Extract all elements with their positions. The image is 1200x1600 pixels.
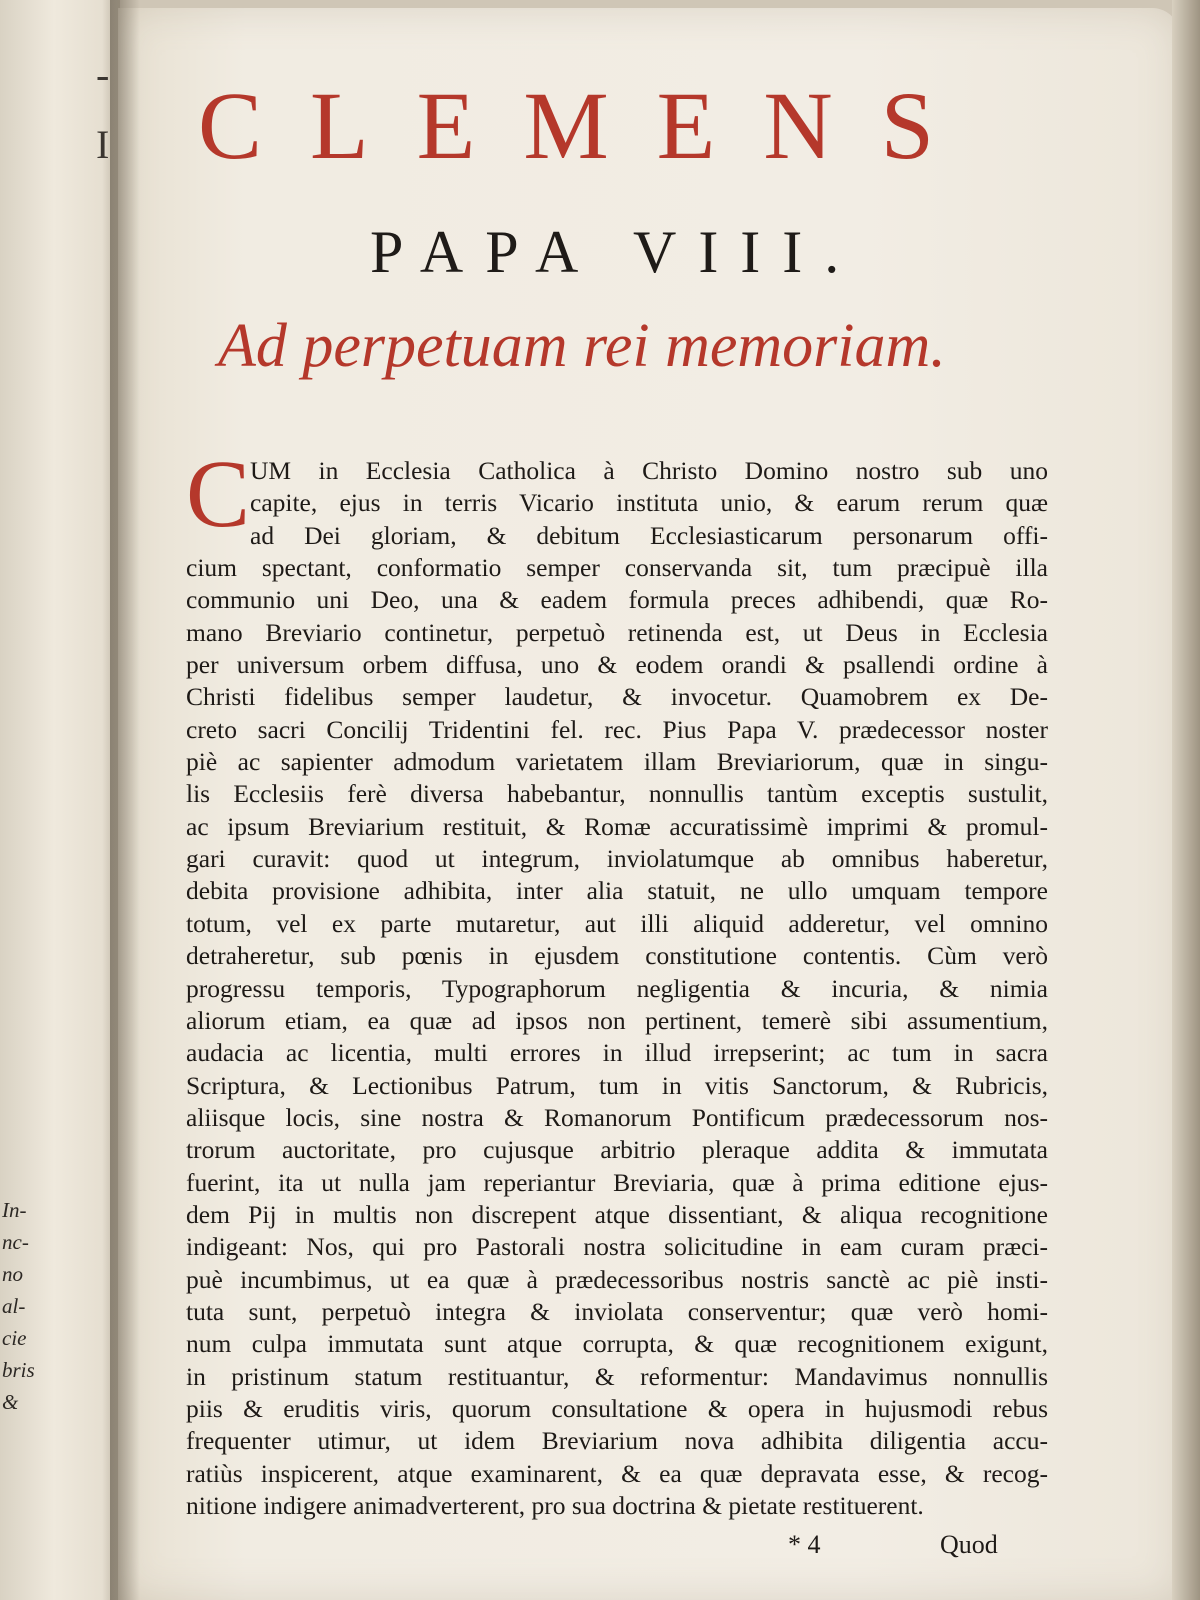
signature-mark: * 4 (788, 1530, 821, 1559)
body-line: cium spectant, conformatio semper conservanda sit, tum præcipuè illa (186, 553, 1048, 583)
left-page-fragment: & (2, 1390, 19, 1414)
page-subtitle: PAPA VIII. (370, 219, 862, 285)
body-line: ratiùs inspicerent, atque examinarent, & ea quæ depravata esse, & recog- (186, 1458, 1048, 1488)
drop-initial: C (186, 440, 251, 547)
body-line: piè ac sapienter admodum varietatem illam Breviariorum, quæ in singu- (186, 747, 1048, 777)
body-text (186, 455, 1048, 1522)
left-page-fragment: bris (2, 1358, 35, 1382)
page-gutter-shadow (110, 0, 140, 1600)
body-line: aliorum etiam, ea quæ ad ipsos non pertinent, temerè sibi assumentium, (186, 1005, 1048, 1035)
body-line: Scriptura, & Lectionibus Patrum, tum in vitis Sanctorum, & Rubricis, (186, 1070, 1048, 1100)
body-line: capite, ejus in terris Vicario instituta unio, & earum rerum quæ (250, 488, 1048, 518)
page-edge (1172, 0, 1200, 1600)
left-page-fragment: In- (2, 1198, 27, 1222)
body-line: piis & eruditis viris, quorum consultatione & opera in hujusmodi rebus (186, 1393, 1048, 1423)
body-line: num culpa immutata sunt atque corrupta, & quæ recognitionem exigunt, (186, 1329, 1048, 1359)
left-page-mark: I (96, 122, 110, 167)
left-page-fragment: cie (2, 1326, 27, 1350)
left-page-fragment: nc- (2, 1230, 29, 1254)
body-line: creto sacri Concilij Tridentini fel. rec. Pius Papa V. prædecessor noster (186, 714, 1048, 744)
body-line: frequenter utimur, ut idem Breviarium nova adhibita diligentia accu- (186, 1426, 1048, 1456)
body-line: gari curavit: quod ut integrum, inviolatumque ab omnibus haberetur, (186, 844, 1048, 874)
body-line: per universum orbem diffusa, uno & eodem orandi & psallendi ordine à (186, 650, 1048, 680)
body-line: in pristinum statum restituantur, & reformentur: Mandavimus nonnullis (186, 1361, 1048, 1391)
body-line: aliisque locis, sine nostra & Romanorum Pontificum prædecessorum nos- (186, 1102, 1048, 1132)
body-line: debita provisione adhibita, inter alia statuit, ne ullo umquam tempore (186, 876, 1048, 906)
left-page-mark: - (96, 52, 110, 97)
left-page-marks (96, 40, 109, 180)
left-page-fragment: al- (2, 1294, 26, 1318)
body-line: Christi fidelibus semper laudetur, & invocetur. Quamobrem ex De- (186, 682, 1048, 712)
body-line: communio uni Deo, una & eadem formula preces adhibendi, quæ Ro- (186, 585, 1048, 615)
body-line: detraheretur, sub pœnis in ejusdem constitutione contentis. Cùm verò (186, 941, 1048, 971)
body-line: ad Dei gloriam, & debitum Ecclesiasticarum personarum offi- (250, 520, 1048, 550)
body-line: trorum auctoritate, pro cujusque arbitrio pleraque addita & immutata (186, 1135, 1048, 1165)
body-line: lis Ecclesiis ferè diversa habebantur, nonnullis tantùm exceptis sustulit, (186, 779, 1048, 809)
body-line: dem Pij in multis non discrepent atque dissentiant, & aliqua recognitione (186, 1199, 1048, 1229)
body-line: audacia ac licentia, multi errores in illud irrepserint; ac tum in sacra (186, 1038, 1048, 1068)
catchword: Quod (940, 1530, 998, 1559)
body-line: indigeant: Nos, qui pro Pastorali nostra solicitudine in eam curam præci- (186, 1232, 1048, 1262)
body-line: mano Breviario continetur, perpetuò retinenda est, ut Deus in Ecclesia (186, 617, 1048, 647)
left-facing-page (0, 0, 120, 1600)
body-line: UM in Ecclesia Catholica à Christo Domino nostro sub uno (250, 456, 1048, 485)
body-line: ac ipsum Breviarium restituit, & Romæ accuratissimè imprimi & promul- (186, 811, 1048, 841)
body-line: nitione indigere animadverterent, pro sua doctrina & pietate restituerent. (186, 1491, 924, 1520)
body-line: tuta sunt, perpetuò integra & inviolata conserventur; quæ verò homi- (186, 1296, 1048, 1326)
page-title: CLEMENS (198, 72, 983, 179)
left-page-fragment: no (2, 1262, 23, 1286)
title-formula: Ad perpetuam rei memoriam. (218, 312, 946, 380)
body-line: puè incumbimus, ut ea quæ à prædecessoribus nostris sanctè ac piè insti- (186, 1264, 1048, 1294)
body-line: fuerint, ita ut nulla jam reperiantur Breviaria, quæ à prima editione ejus- (186, 1167, 1048, 1197)
body-line: totum, vel ex parte mutaretur, aut illi aliquid adderetur, vel omnino (186, 908, 1048, 938)
body-line: progressu temporis, Typographorum negligentia & incuria, & nimia (186, 973, 1048, 1003)
